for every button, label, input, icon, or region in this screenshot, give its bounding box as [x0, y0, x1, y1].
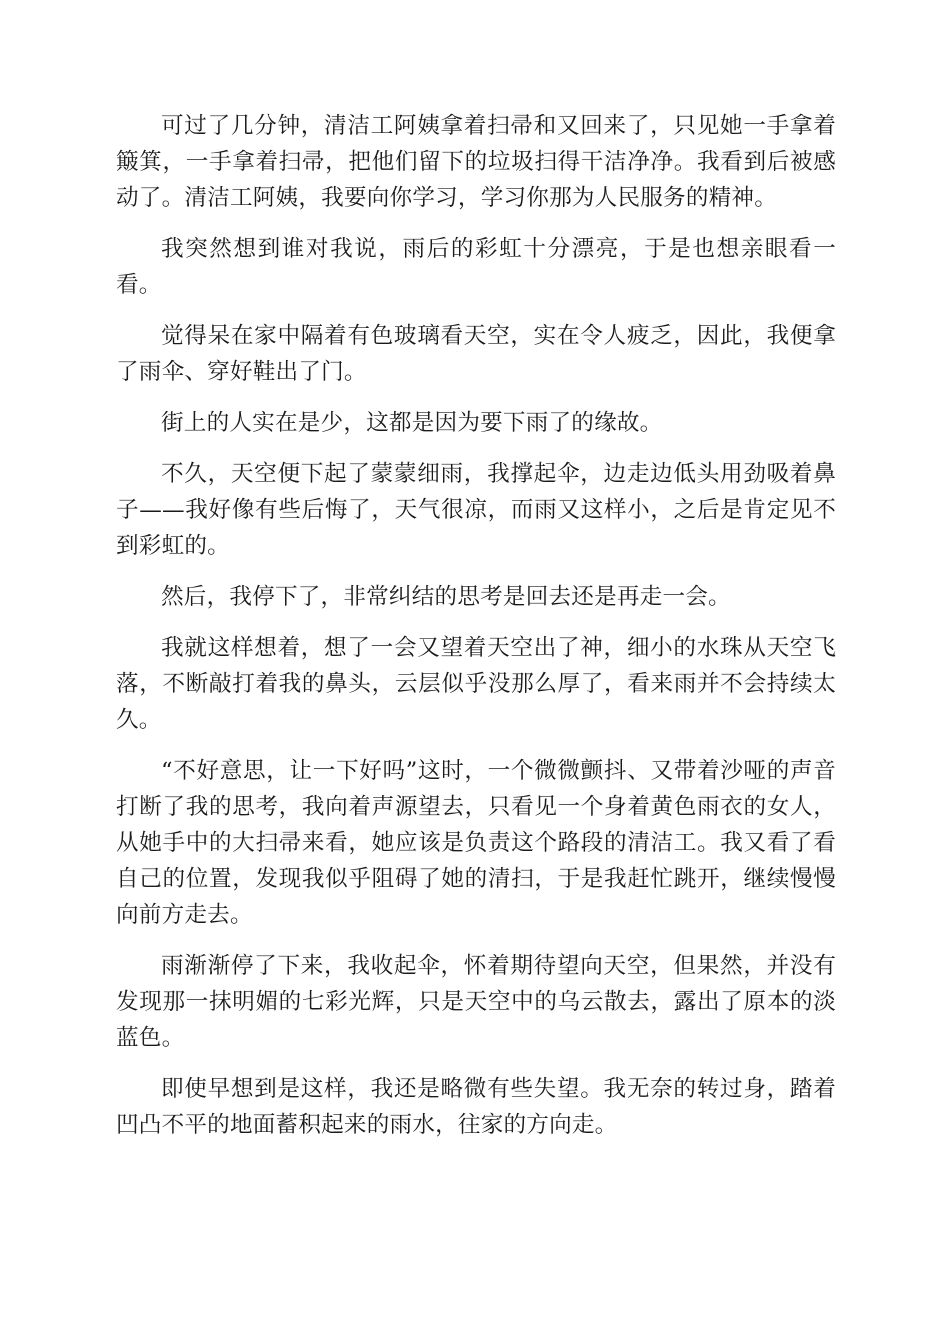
- paragraph-6: 然后，我停下了，非常纠结的思考是回去还是再走一会。: [161, 584, 731, 610]
- paragraph-7: 我就这样想着，想了一会又望着天空出了神，细小的水珠从天空飞落，不断敲打着我的鼻头，云层似乎没那么厚了，看来雨并不会持续太久。: [116, 635, 836, 733]
- paragraph-10: 即使早想到是这样，我还是略微有些失望。我无奈的转过身，踏着凹凸不平的地面蓄积起来的雨水，往家的方向走。: [116, 1076, 836, 1138]
- paragraph-9: 雨渐渐停了下来，我收起伞，怀着期待望向天空，但果然，并没有发现那一抹明媚的七彩光辉，只是天空中的乌云散去，露出了原本的淡蓝色。: [116, 953, 836, 1051]
- paragraph-3: 觉得呆在家中隔着有色玻璃看天空，实在令人疲乏，因此，我便拿了雨伞、穿好鞋出了门。: [116, 323, 836, 385]
- paragraph-2: 我突然想到谁对我说，雨后的彩虹十分漂亮，于是也想亲眼看一看。: [116, 236, 836, 298]
- document-body: [116, 108, 836, 1158]
- paragraph-1: 可过了几分钟，清洁工阿姨拿着扫帚和又回来了，只见她一手拿着簸箕，一手拿着扫帚，把他们留下的垃圾扫得干洁净净。我看到后被感动了。清洁工阿姨，我要向你学习，学习你那为人民服务的精神。: [116, 113, 836, 211]
- paragraph-8: “不好意思，让一下好吗”这时，一个微微颤抖、又带着沙哑的声音打断了我的思考，我向着声源望去，只看见一个身着黄色雨衣的女人，从她手中的大扫帚来看，她应该是负责这个路段的清洁工。我又看了看自己的位置，发现我似乎阻碍了她的清扫，于是我赶忙跳开，继续慢慢向前方走去。: [116, 758, 836, 928]
- paragraph-4: 街上的人实在是少，这都是因为要下雨了的缘故。: [161, 410, 663, 436]
- paragraph-5: 不久，天空便下起了蒙蒙细雨，我撑起伞，边走边低头用劲吸着鼻子——我好像有些后悔了，天气很凉，而雨又这样小，之后是肯定见不到彩虹的。: [116, 461, 836, 559]
